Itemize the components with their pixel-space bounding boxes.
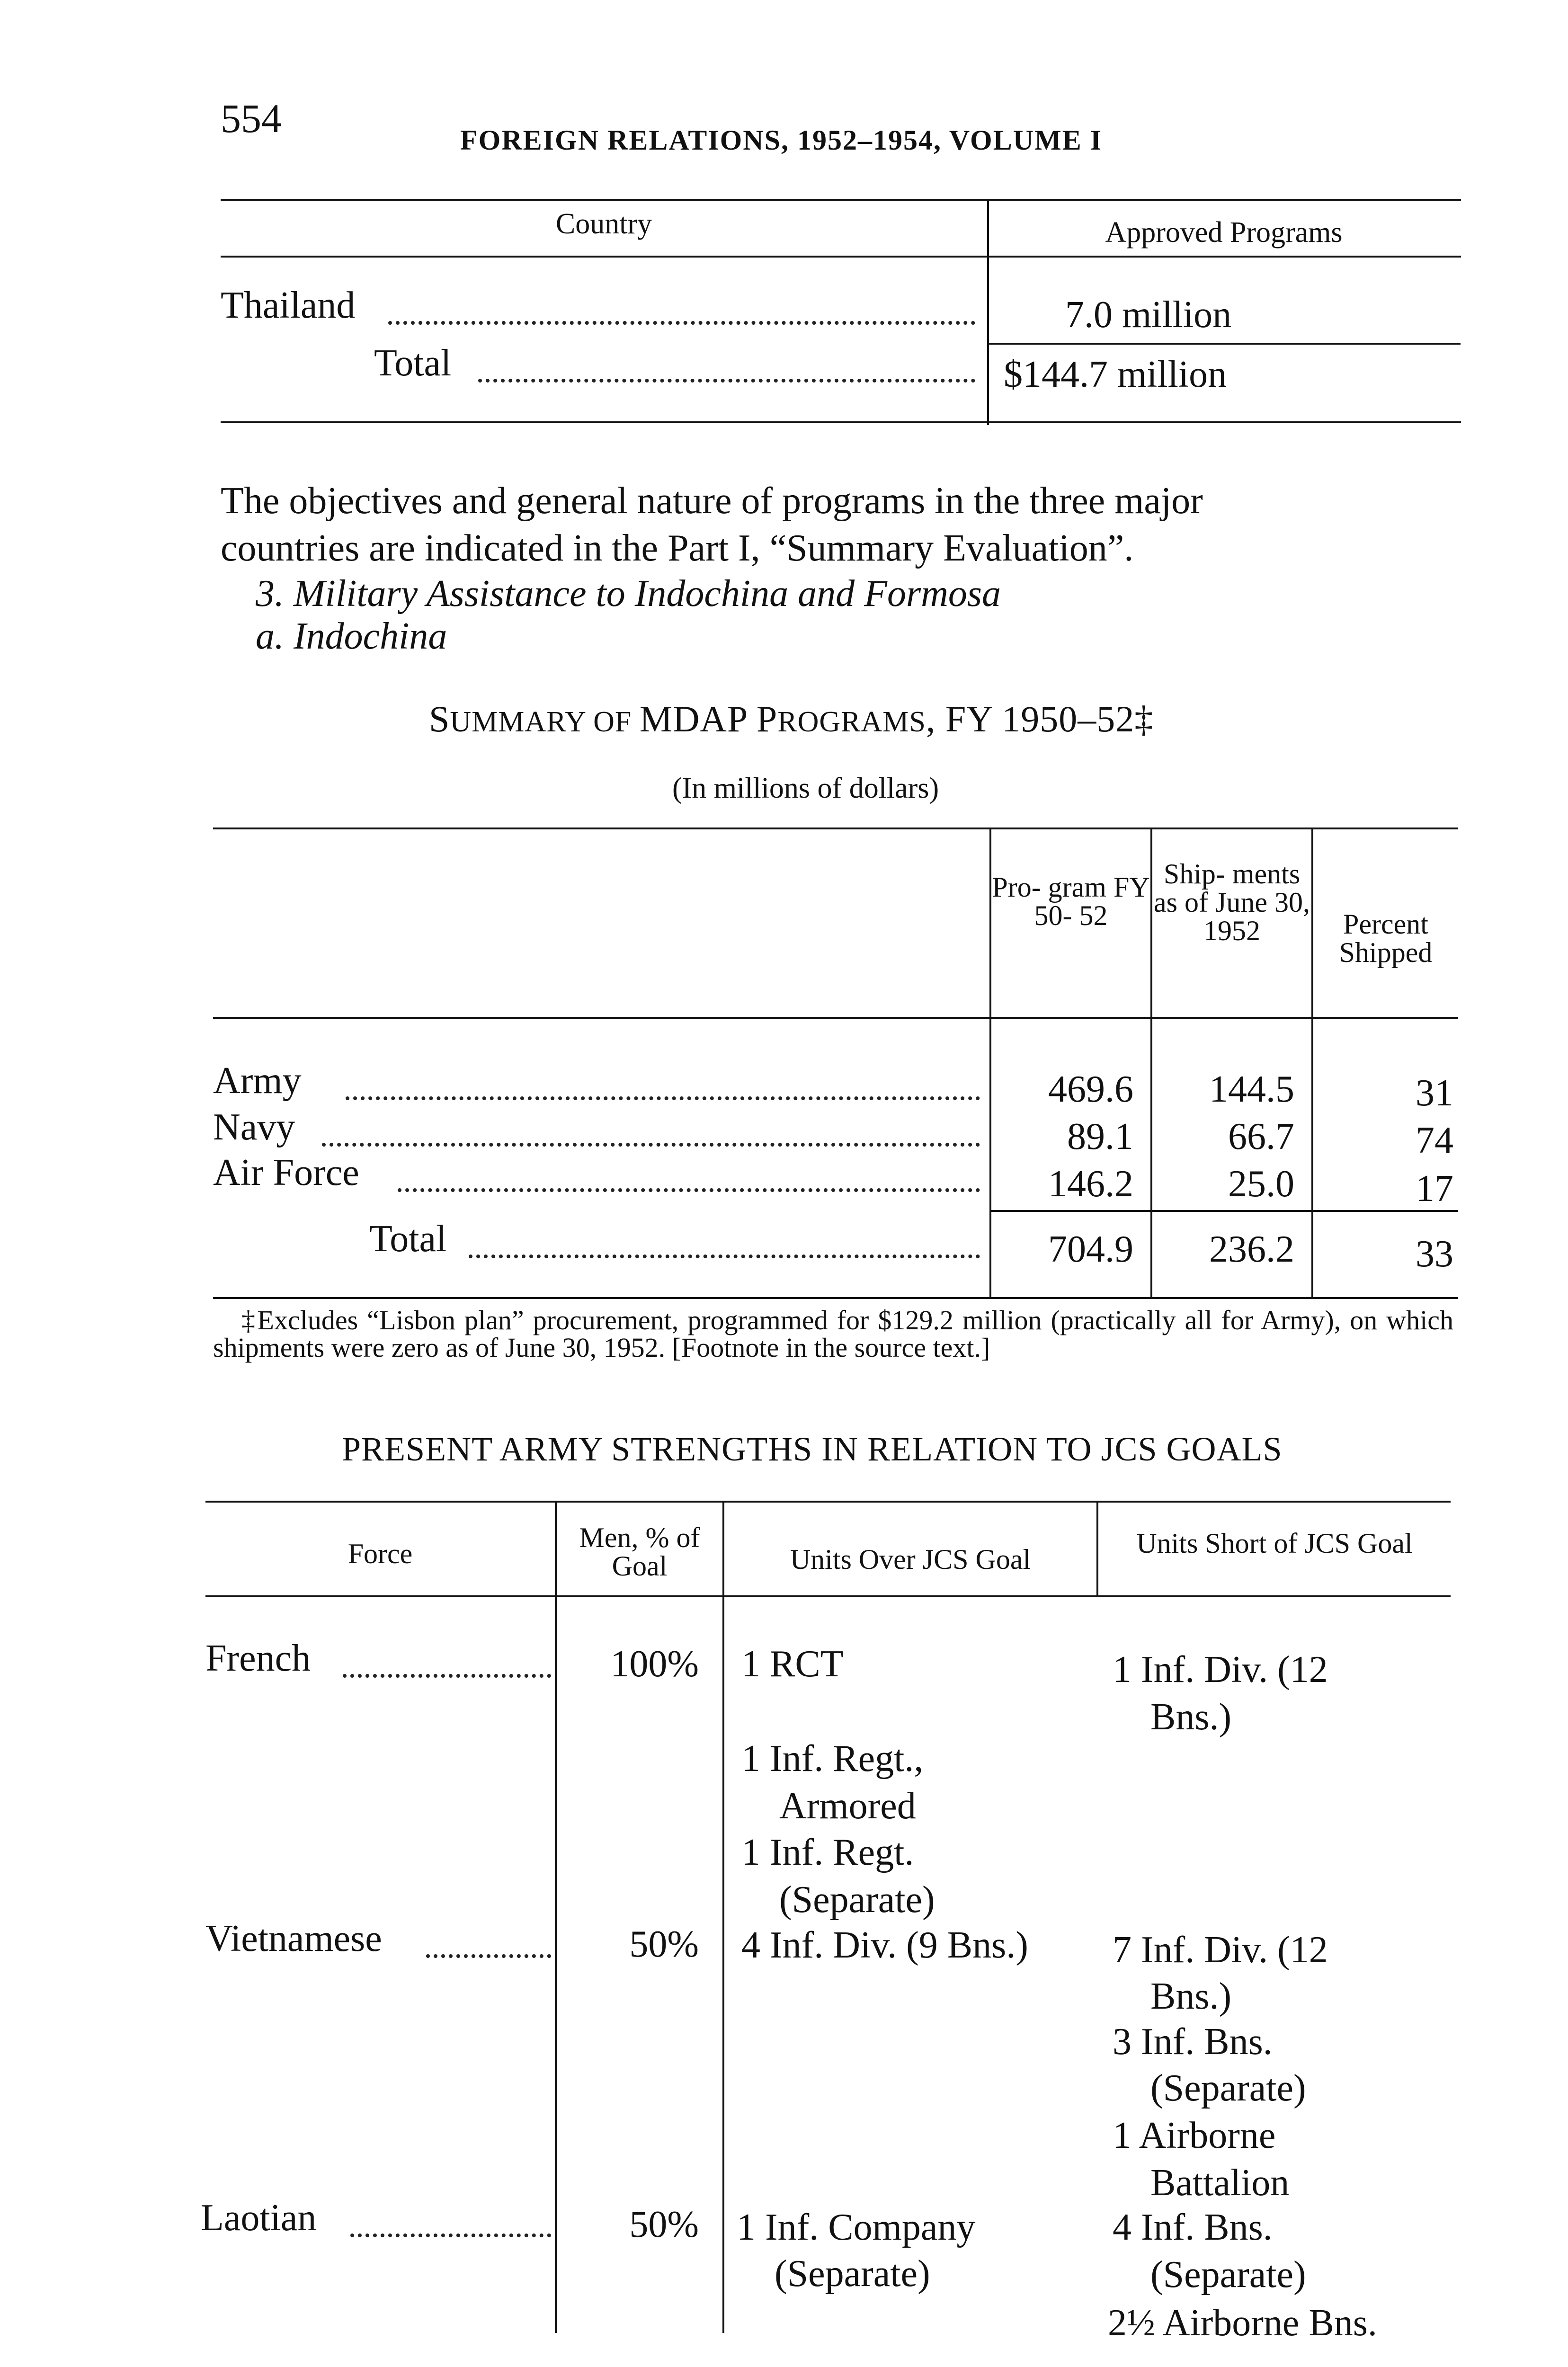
row-label-navy: Navy [213,1106,295,1148]
row-label-total: Total [374,342,452,384]
table2-title: SUMMARY OF MDAP PROGRAMS, FY 1950–52‡ [429,698,1154,739]
col-header-shipments: Ship- ments as of June 30, 1952 [1154,858,1310,946]
vietnamese-short-1: 7 Inf. Div. (12 [1113,1929,1328,1971]
col-header-force: Force [347,1538,413,1569]
navy-percent: 74 [1416,1120,1453,1161]
vietnamese-short-5: 1 Airborne [1113,2115,1276,2156]
body-text-line-1: The objectives and general nature of programs in the three major [221,480,1203,522]
subsection-heading-a: a. Indochina [256,615,447,657]
table3-title: PRESENT ARMY STRENGTHS IN RELATION TO JCS GOALS [342,1430,1283,1468]
vietnamese-short-4: (Separate) [1150,2067,1306,2109]
army-shipments: 144.5 [1209,1068,1294,1110]
navy-program: 89.1 [1067,1116,1133,1157]
col-header-men: Men, % of Goal [579,1522,700,1582]
french-over-5: (Separate) [779,1879,935,1921]
total-percent: 33 [1416,1233,1453,1275]
french-over-1: 1 RCT [741,1643,844,1685]
vietnamese-men: 50% [629,1923,699,1965]
force-laotian: Laotian [201,2197,317,2239]
body-text-line-2: countries are indicated in the Part I, “Summary Evaluation”. [221,527,1134,569]
force-vietnamese: Vietnamese [205,1918,382,1959]
col-header-units-over: Units Over JCS Goal [790,1544,1031,1575]
air-force-shipments: 25.0 [1228,1163,1294,1205]
laotian-short-3: 2½ Airborne Bns. [1108,2302,1377,2344]
army-percent: 31 [1416,1072,1453,1114]
page-number: 554 [221,96,282,141]
col-header-percent-shipped: Percent Shipped [1339,908,1433,968]
table2-footnote: ‡Excludes “Lisbon plan” procurement, programmed for $129.2 million (practically all for Army), on which shipments were zero as of June 30, 1952. [Footnote in the source text.] [213,1305,1453,1363]
section-heading-3: 3. Military Assistance to Indochina and Formosa [256,573,1001,614]
air-force-percent: 17 [1416,1168,1453,1210]
vietnamese-over-1: 4 Inf. Div. (9 Bns.) [741,1924,1028,1966]
row-value-total: $144.7 million [1004,354,1227,395]
laotian-over-1: 1 Inf. Company [737,2207,976,2248]
french-short-1: 1 Inf. Div. (12 [1113,1649,1328,1691]
french-over-4: 1 Inf. Regt. [741,1832,914,1873]
total-shipments: 236.2 [1209,1228,1294,1270]
vietnamese-short-3: 3 Inf. Bns. [1113,2021,1273,2063]
vietnamese-short-2: Bns.) [1150,1975,1232,2017]
col-header-units-short: Units Short of JCS Goal [1136,1528,1413,1559]
laotian-short-2: (Separate) [1150,2254,1306,2296]
french-over-2: 1 Inf. Regt., [741,1738,924,1780]
laotian-short-1: 4 Inf. Bns. [1113,2207,1273,2248]
air-force-program: 146.2 [1048,1163,1133,1205]
running-title: FOREIGN RELATIONS, 1952–1954, VOLUME I [460,125,1103,156]
col-header-country: Country [555,208,652,240]
col-header-approved-programs: Approved Programs [1105,216,1343,249]
row-value-thailand: 7.0 million [1065,294,1232,336]
row-label-thailand: Thailand [221,285,356,326]
row-label-total: Total [369,1218,447,1260]
row-label-army: Army [213,1060,302,1102]
french-over-3: Armored [779,1785,916,1827]
col-header-program: Pro- gram FY 50- 52 [992,872,1150,931]
army-program: 469.6 [1048,1068,1133,1110]
french-short-2: Bns.) [1150,1696,1232,1738]
laotian-over-2: (Separate) [775,2253,930,2295]
navy-shipments: 66.7 [1228,1116,1294,1157]
force-french: French [205,1637,311,1679]
total-program: 704.9 [1048,1228,1133,1270]
table2-subtitle: (In millions of dollars) [672,772,939,804]
row-label-air-force: Air Force [213,1152,359,1193]
french-men: 100% [610,1643,699,1685]
laotian-men: 50% [629,2204,699,2245]
vietnamese-short-6: Battalion [1150,2162,1290,2204]
